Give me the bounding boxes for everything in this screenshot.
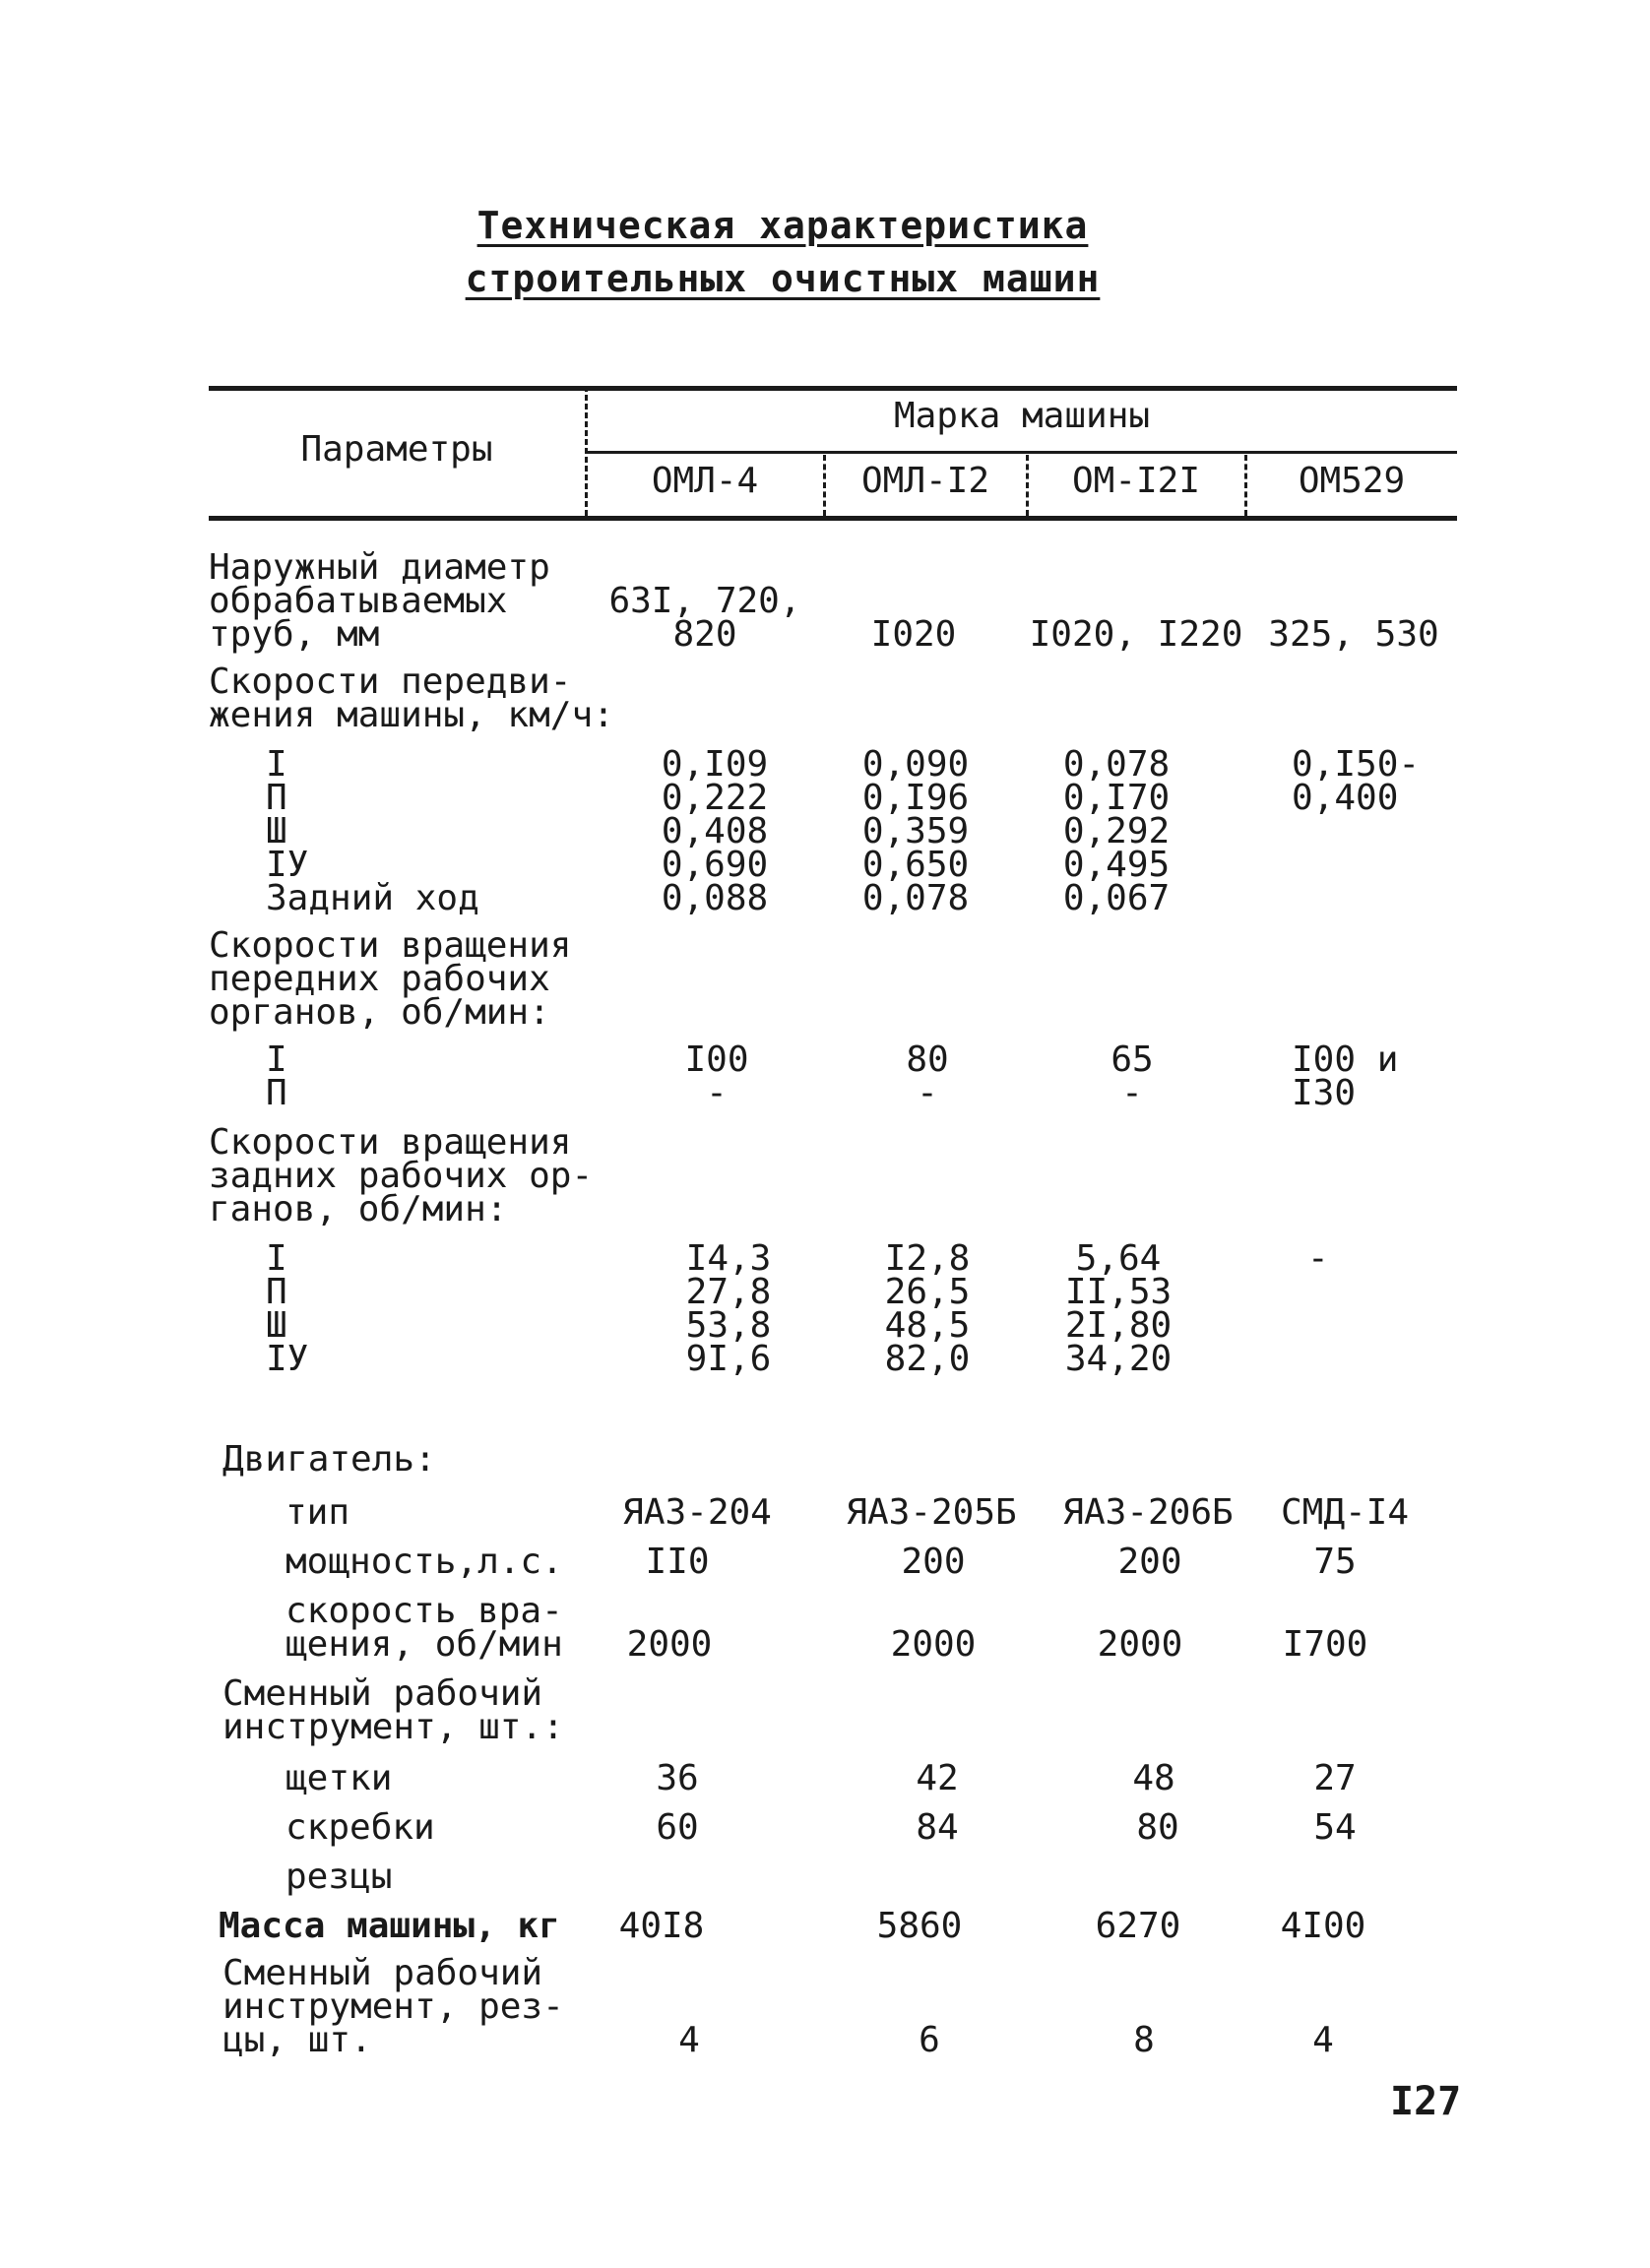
row-cutters-value-3: 8 <box>1133 2020 1155 2060</box>
row-mass-label: Масса машины, кг <box>219 1906 560 1946</box>
row-front-values-3: 65 - <box>1111 1040 1154 1113</box>
row-rear-values-3: 5,64 II,53 2I,80 34,20 <box>1064 1238 1173 1379</box>
header-model-3: ОМ-I2I <box>1071 461 1201 501</box>
row-tools-brushes-3: 48 <box>1132 1758 1175 1798</box>
row-engine-power-3: 200 <box>1117 1542 1182 1582</box>
title-line-2: строительных очистных машин <box>465 257 1101 300</box>
row-engine-label: Двигатель: <box>222 1439 436 1480</box>
row-engine-power-4: 75 <box>1313 1542 1357 1582</box>
row-tools-scrapers-label: скребки <box>286 1807 435 1848</box>
row-diameter-label: Наружный диаметр обрабатываемых труб, мм <box>209 547 550 655</box>
row-tools-brushes-4: 27 <box>1313 1758 1357 1798</box>
row-diameter-value-2: I020 <box>870 614 957 655</box>
header-group: Марка машины <box>893 396 1151 436</box>
row-rear-gears: I П Ш IУ <box>266 1238 309 1379</box>
row-mass-value-4: 4I00 <box>1280 1906 1366 1946</box>
row-rear-values-4: - <box>1307 1238 1329 1279</box>
header-bottom-rule <box>209 516 1457 521</box>
title-line-1: Техническая характеристика <box>476 204 1089 247</box>
row-rear-values-1: I4,3 27,8 53,8 9I,6 <box>685 1238 772 1379</box>
row-cutters-value-1: 4 <box>678 2020 700 2060</box>
row-front-values-4: I00 и I30 <box>1292 1040 1399 1113</box>
row-tools-brushes-2: 42 <box>916 1758 959 1798</box>
row-front-label: Скорости вращения передних рабочих органов, об/мин: <box>209 925 572 1033</box>
row-travel-label: Скорости передви- жения машины, км/ч: <box>209 662 614 735</box>
row-front-gears: I П <box>266 1040 287 1113</box>
header-mid-rule <box>587 451 1457 454</box>
row-engine-type-3: ЯАЗ-206Б <box>1062 1492 1234 1533</box>
row-front-values-2: 80 - <box>906 1040 949 1113</box>
row-engine-power-label: мощность,л.с. <box>286 1542 563 1582</box>
row-diameter-value-1: 63I, 720, 820 <box>608 581 801 655</box>
row-cutters-value-4: 4 <box>1312 2020 1334 2060</box>
row-engine-power-2: 200 <box>901 1542 966 1582</box>
row-engine-speed-2: 2000 <box>890 1624 977 1665</box>
row-mass-value-2: 5860 <box>876 1906 963 1946</box>
row-engine-speed-3: 2000 <box>1097 1624 1183 1665</box>
row-tools-scrapers-1: 60 <box>656 1807 699 1848</box>
row-tools-scrapers-2: 84 <box>916 1807 959 1848</box>
row-tools-brushes-label: щетки <box>286 1758 393 1798</box>
row-tools-label: Сменный рабочий инструмент, шт.: <box>222 1673 564 1747</box>
row-engine-speed-1: 2000 <box>626 1624 713 1665</box>
row-mass-value-3: 6270 <box>1095 1906 1181 1946</box>
row-engine-type-4: СМД-I4 <box>1280 1492 1410 1533</box>
row-travel-gears: I П Ш IУ Задний ход <box>266 744 479 918</box>
header-model-4: ОМ529 <box>1298 461 1406 501</box>
row-rear-values-2: I2,8 26,5 48,5 82,0 <box>884 1238 971 1379</box>
row-cutters-value-2: 6 <box>919 2020 940 2060</box>
row-engine-type-2: ЯАЗ-205Б <box>846 1492 1017 1533</box>
row-travel-values-1: 0,I09 0,222 0,408 0,690 0,088 <box>661 744 769 918</box>
row-diameter-value-3: I020, I220 <box>1029 614 1243 655</box>
row-engine-type-label: тип <box>286 1492 350 1533</box>
row-engine-type-1: ЯАЗ-204 <box>622 1492 772 1533</box>
table-top-rule <box>209 386 1457 391</box>
row-travel-values-3: 0,078 0,I70 0,292 0,495 0,067 <box>1062 744 1171 918</box>
row-engine-speed-4: I700 <box>1282 1624 1368 1665</box>
row-tools-scrapers-3: 80 <box>1136 1807 1179 1848</box>
row-travel-values-2: 0,090 0,I96 0,359 0,650 0,078 <box>861 744 970 918</box>
row-front-values-1: I00 - <box>684 1040 749 1113</box>
header-model-1: ОМЛ-4 <box>651 461 759 501</box>
row-diameter-value-4: 325, 530 <box>1268 614 1439 655</box>
row-rear-label: Скорости вращения задних рабочих ор- ганов, об/мин: <box>209 1122 594 1229</box>
row-cutters-label: Сменный рабочий инструмент, рез- цы, шт. <box>222 1953 564 2060</box>
header-model-2: ОМЛ-I2 <box>860 461 990 501</box>
row-mass-value-1: 40I8 <box>618 1906 705 1946</box>
row-tools-scrapers-4: 54 <box>1313 1807 1357 1848</box>
row-travel-values-4: 0,I50- 0,400 <box>1292 744 1421 818</box>
row-tools-cutters-label: резцы <box>286 1857 393 1897</box>
row-tools-brushes-1: 36 <box>656 1758 699 1798</box>
row-engine-speed-label: скорость вра- щения, об/мин <box>286 1591 563 1665</box>
row-engine-power-1: II0 <box>645 1542 710 1582</box>
page-number: I27 <box>1390 2079 1462 2124</box>
header-params: Параметры <box>300 429 493 470</box>
